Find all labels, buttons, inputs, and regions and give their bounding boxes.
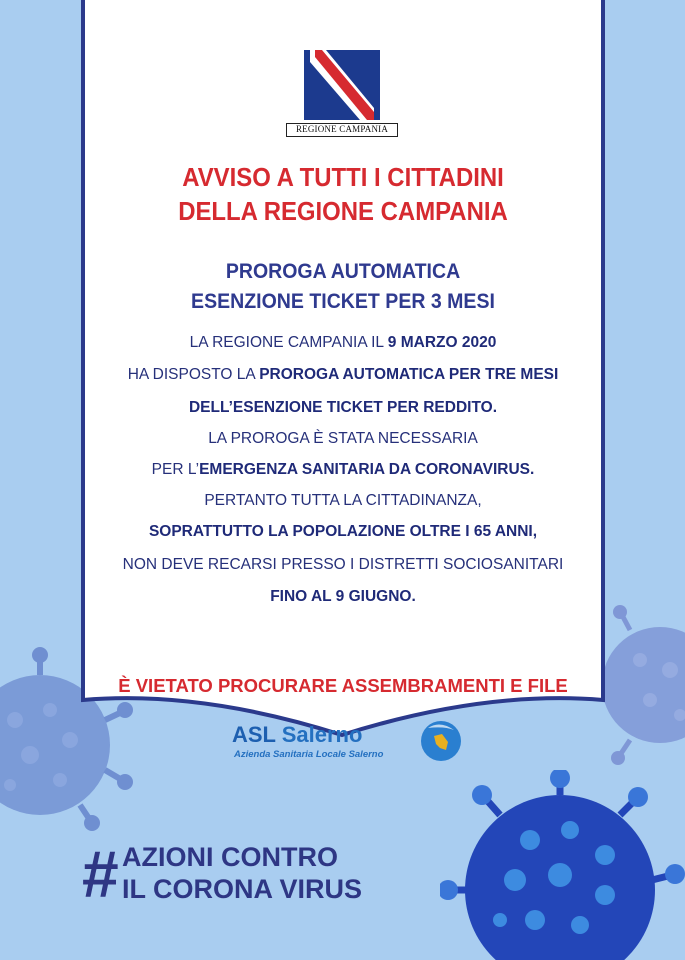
asl-salerno-logo	[232, 718, 462, 778]
hashtag-line-1: AZIONI CONTRO	[122, 842, 338, 872]
body-line-7: SOPRATTUTTO LA POPOLAZIONE OLTRE I 65 ANNI,	[148, 523, 538, 540]
globe-icon	[420, 718, 462, 764]
body-line-4: LA PROROGA È STATA NECESSARIA	[208, 430, 478, 447]
body-line-6: PERTANTO TUTTA LA CITTADINANZA,	[204, 492, 482, 509]
body-line-8: NON DEVE RECARSI PRESSO I DISTRETTI SOCIOSANITARI	[122, 556, 564, 573]
headline-line-2: DELLA REGIONE CAMPANIA	[178, 196, 508, 226]
subhead-line-1: PROROGA AUTOMATICA	[225, 260, 461, 283]
body-line-1: LA REGIONE CAMPANIA IL 9 MARZO 2020	[189, 334, 497, 351]
asl-subtitle: Azienda Sanitaria Locale Salerno	[234, 749, 384, 760]
headline-line-1: AVVISO A TUTTI I CITTADINI	[182, 162, 504, 192]
body-line-2: HA DISPOSTO LA PROROGA AUTOMATICA PER TRE MESI	[127, 366, 559, 383]
warning-text: È VIETATO PROCURARE ASSEMBRAMENTI E FILE	[118, 675, 568, 696]
flag-icon	[304, 50, 380, 120]
body-line-9: FINO AL 9 GIUGNO.	[270, 588, 416, 605]
hashtag-symbol: #	[82, 837, 119, 911]
regione-campania-logo	[286, 50, 398, 140]
logo-name: REGIONE CAMPANIA	[286, 123, 398, 137]
body-line-3: DELL’ESENZIONE TICKET PER REDDITO.	[188, 399, 498, 416]
hashtag-line-2: IL CORONA VIRUS	[122, 874, 363, 904]
body-line-5: PER L’EMERGENZA SANITARIA DA CORONAVIRUS.	[151, 461, 535, 478]
subhead-line-2: ESENZIONE TICKET PER 3 MESI	[191, 290, 495, 313]
asl-name: ASL Salerno	[232, 722, 363, 747]
